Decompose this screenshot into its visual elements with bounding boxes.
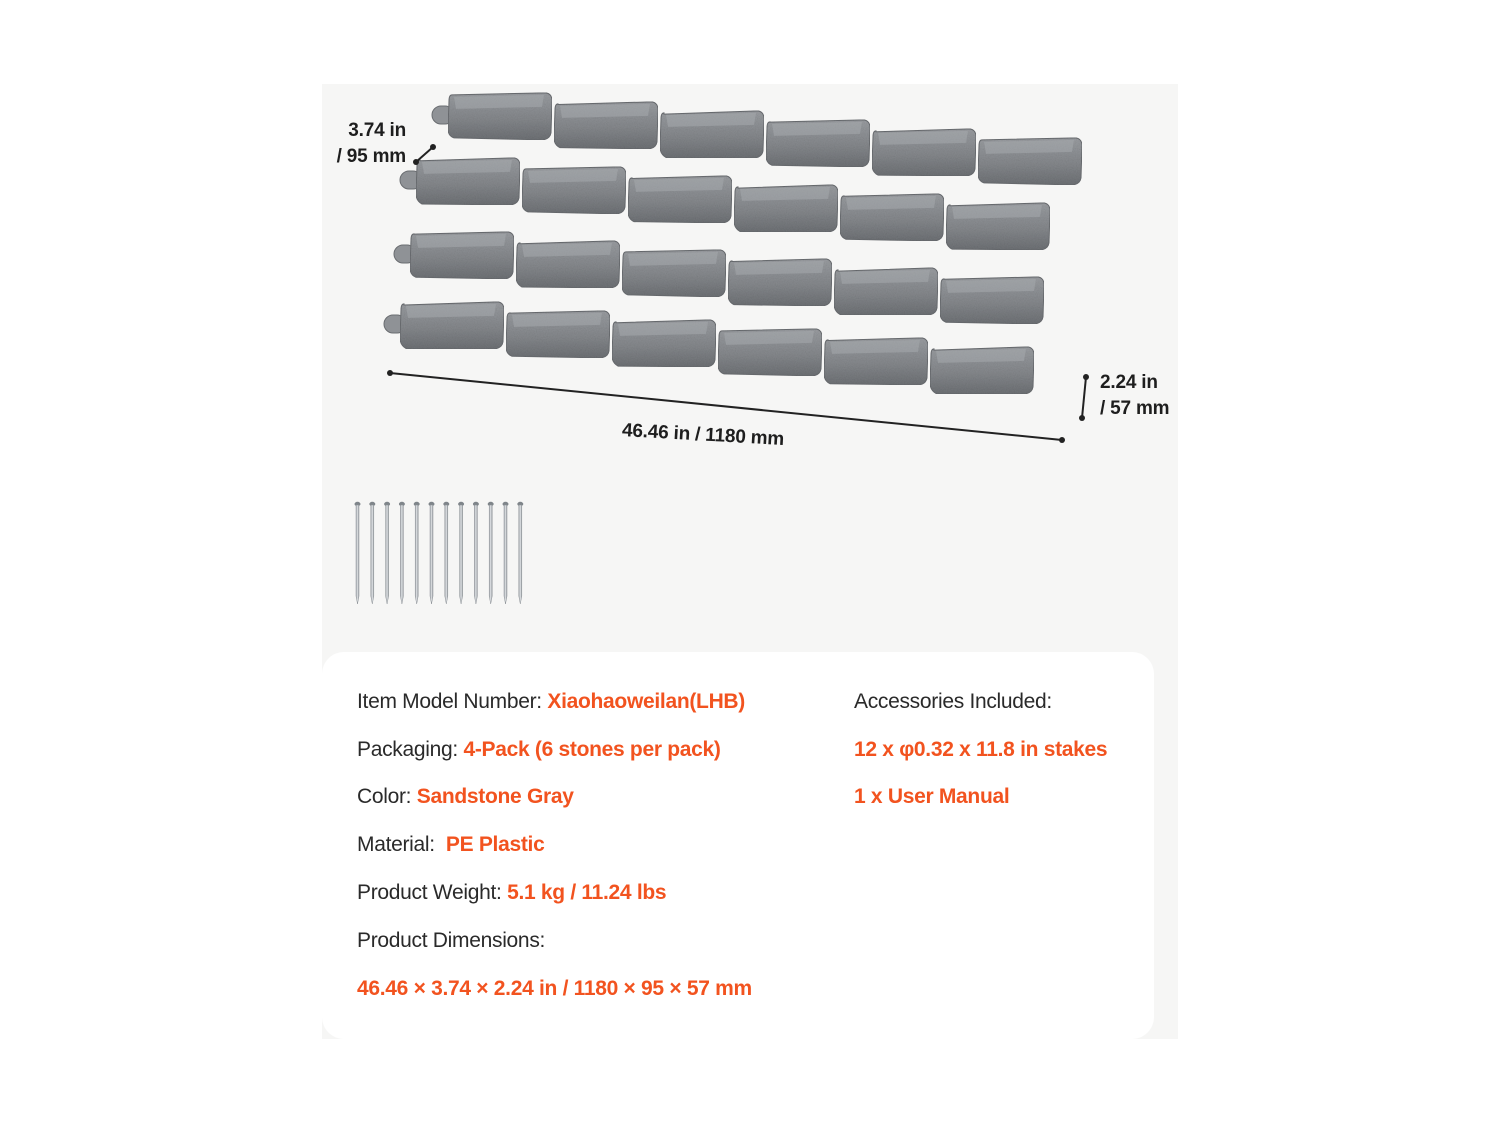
length-dimension-label: 46.46 in / 1180 mm — [621, 420, 785, 451]
stake — [458, 502, 464, 604]
stone-top-face — [772, 122, 862, 136]
spec-model-label: Item Model Number: — [357, 690, 548, 713]
stake — [355, 502, 361, 604]
accessory-item-stakes: 12 x φ0.32 x 11.8 in stakes — [854, 738, 1108, 761]
stake — [443, 502, 449, 604]
stone-top-face — [734, 261, 824, 275]
stone-top-face — [454, 95, 544, 109]
stone-top-face — [406, 304, 496, 318]
stone-top-face — [522, 243, 612, 257]
spec-color-value: Sandstone Gray — [416, 785, 574, 808]
stone-top-face — [946, 279, 1036, 293]
edging-rows — [384, 93, 1082, 394]
stake — [384, 502, 390, 604]
stone-top-face — [952, 205, 1042, 219]
accessories-title: Accessories Included: — [854, 690, 1052, 713]
stake — [399, 502, 405, 604]
stone-top-face — [416, 234, 506, 248]
stone-top-face — [846, 196, 936, 210]
stake — [517, 502, 523, 604]
height-dimension-label: 2.24 in / 57 mm — [1100, 372, 1170, 419]
product-panel — [322, 84, 1178, 1039]
stone-top-face — [666, 113, 756, 127]
edging-row — [384, 302, 1034, 394]
spec-model — [357, 688, 745, 716]
stake — [369, 502, 375, 604]
accessory-item-manual: 1 x User Manual — [854, 785, 1010, 808]
stone-top-face — [830, 340, 920, 354]
stake — [429, 502, 435, 604]
spec-weight-value: 5.1 kg / 11.24 lbs — [507, 881, 667, 904]
stakes-group — [355, 502, 524, 604]
stone-top-face — [560, 104, 650, 118]
stone-top-face — [618, 322, 708, 336]
stone-top-face — [634, 178, 724, 192]
stake — [503, 502, 509, 604]
spec-packaging-value: 4-Pack (6 stones per pack) — [463, 738, 721, 761]
spec-dimensions-value-line — [357, 975, 752, 1003]
product-illustration — [322, 84, 1178, 644]
spec-packaging-label: Packaging: — [357, 738, 464, 761]
spec-material-value: PE Plastic — [445, 833, 545, 856]
spec-weight — [357, 879, 666, 907]
stone-top-face — [878, 131, 968, 145]
spec-card — [322, 652, 1154, 1039]
stone-top-face — [840, 270, 930, 284]
spec-packaging — [357, 736, 721, 764]
stone-top-face — [984, 140, 1074, 154]
spec-dimensions-value: 46.46 × 3.74 × 2.24 in / 1180 × 95 × 57 mm — [357, 977, 752, 1000]
stake — [414, 502, 420, 604]
width-dimension-label: 3.74 in / 95 mm — [336, 120, 406, 167]
stone-top-face — [740, 187, 830, 201]
stake — [473, 502, 479, 604]
stone-top-face — [936, 349, 1026, 363]
stone-top-face — [628, 252, 718, 266]
spec-material-label: Material: — [357, 833, 446, 856]
spec-color — [357, 783, 574, 811]
stone-top-face — [422, 160, 512, 174]
stone-top-face — [724, 331, 814, 345]
stone-top-face — [512, 313, 602, 327]
spec-model-value: Xiaohaoweilan(LHB) — [547, 690, 745, 713]
spec-dimensions-label: Product Dimensions: — [357, 929, 546, 952]
stake — [488, 502, 494, 604]
spec-color-label: Color: — [357, 785, 417, 808]
stone-top-face — [528, 169, 618, 183]
spec-weight-label: Product Weight: — [357, 881, 508, 904]
spec-dimensions — [357, 927, 545, 955]
height-dimension-line — [1079, 374, 1089, 421]
spec-material — [357, 831, 544, 859]
